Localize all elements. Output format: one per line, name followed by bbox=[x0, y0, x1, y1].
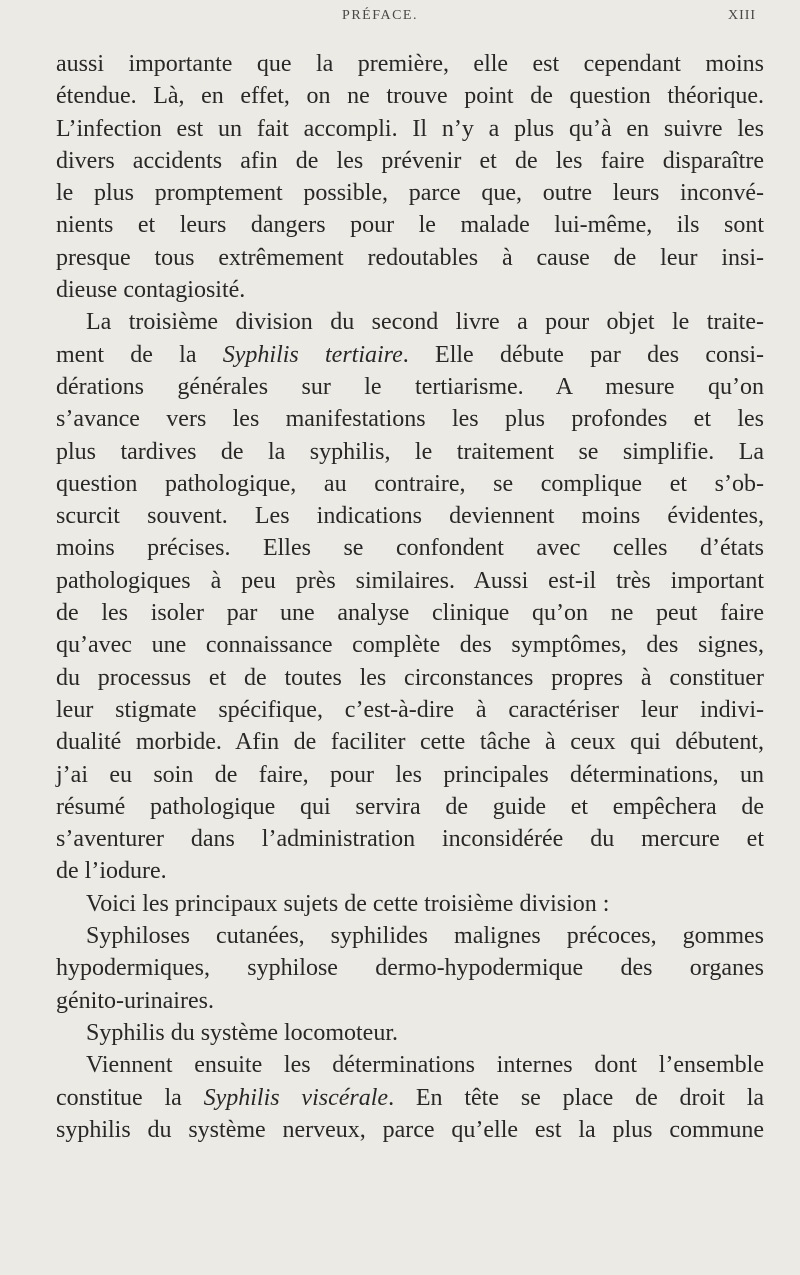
text-line: s’avance vers les manifestations les plus profondes et les bbox=[56, 406, 764, 433]
text-line: du processus et de toutes les circonstances propres à constituer bbox=[56, 664, 764, 691]
text-line: Viennent ensuite les déterminations internes dont l’ensemble bbox=[86, 1052, 764, 1079]
text-line: Voici les principaux sujets de cette troisième division : bbox=[86, 890, 610, 917]
text-line: génito-urinaires. bbox=[56, 987, 214, 1014]
text-line: syphilis du système nerveux, parce qu’elle est la plus commune bbox=[56, 1116, 764, 1143]
text-line: plus tardives de la syphilis, le traitement se simplifie. La bbox=[56, 438, 764, 465]
text-line: s’aventurer dans l’administration inconsidérée du mercure et bbox=[56, 826, 764, 853]
italic-title: Syphilis tertiaire bbox=[222, 341, 403, 368]
italic-title: Syphilis viscérale bbox=[203, 1084, 389, 1111]
text-line: de l’iodure. bbox=[56, 858, 167, 885]
text-line: de les isoler par une analyse clinique qu’on ne peut faire bbox=[56, 600, 764, 627]
text-line: dualité morbide. Afin de faciliter cette tâche à ceux qui débutent, bbox=[56, 729, 764, 756]
text-line: Syphiloses cutanées, syphilides malignes précoces, gommes bbox=[86, 923, 764, 950]
running-head bbox=[0, 6, 800, 30]
text-segment: . Elle débute par des consi- bbox=[402, 341, 764, 368]
text-line: nients et leurs dangers pour le malade lui-même, ils sont bbox=[56, 212, 764, 239]
text-line: scurcit souvent. Les indications deviennent moins évidentes, bbox=[56, 503, 764, 530]
text-segment: ment de la bbox=[56, 341, 223, 368]
text-line: divers accidents afin de les prévenir et de les faire disparaître bbox=[56, 147, 764, 174]
text-line: dérations générales sur le tertiarisme. A mesure qu’on bbox=[56, 373, 764, 400]
running-title: PRÉFACE. bbox=[342, 8, 418, 23]
text-line: j’ai eu soin de faire, pour les principales déterminations, un bbox=[56, 761, 764, 788]
text-line: moins précises. Elles se confondent avec celles d’états bbox=[56, 535, 764, 562]
text-line: pathologiques à peu près similaires. Aussi est-il très important bbox=[56, 567, 764, 594]
text-line: le plus promptement possible, parce que, outre leurs inconvé- bbox=[56, 180, 764, 207]
text-line: question pathologique, au contraire, se complique et s’ob- bbox=[56, 470, 764, 497]
text-segment: . En tête se place de droit la bbox=[388, 1084, 765, 1111]
text-line: leur stigmate spécifique, c’est-à-dire à caractériser leur indivi- bbox=[56, 696, 764, 723]
text-line bbox=[56, 339, 764, 371]
text-line: qu’avec une connaissance complète des symptômes, des signes, bbox=[56, 632, 764, 659]
text-segment: constitue la bbox=[56, 1084, 204, 1111]
text-line: La troisième division du second livre a pour objet le traite- bbox=[86, 309, 764, 336]
text-line: étendue. Là, en effet, on ne trouve point de question théorique. bbox=[56, 83, 764, 110]
text-line: résumé pathologique qui servira de guide et empêchera de bbox=[56, 793, 764, 820]
text-line: dieuse contagiosité. bbox=[56, 277, 246, 304]
text-line: hypodermiques, syphilose dermo-hypodermique des organes bbox=[56, 955, 764, 982]
text-line: L’infection est un fait accompli. Il n’y a plus qu’à en suivre les bbox=[56, 115, 764, 142]
text-line: aussi importante que la première, elle est cependant moins bbox=[56, 51, 764, 77]
page-number: XIII bbox=[728, 8, 757, 23]
body-text bbox=[56, 48, 764, 1146]
text-line bbox=[56, 1082, 764, 1114]
text-line: presque tous extrêmement redoutables à cause de leur insi- bbox=[56, 244, 764, 271]
text-line: Syphilis du système locomoteur. bbox=[86, 1019, 398, 1046]
